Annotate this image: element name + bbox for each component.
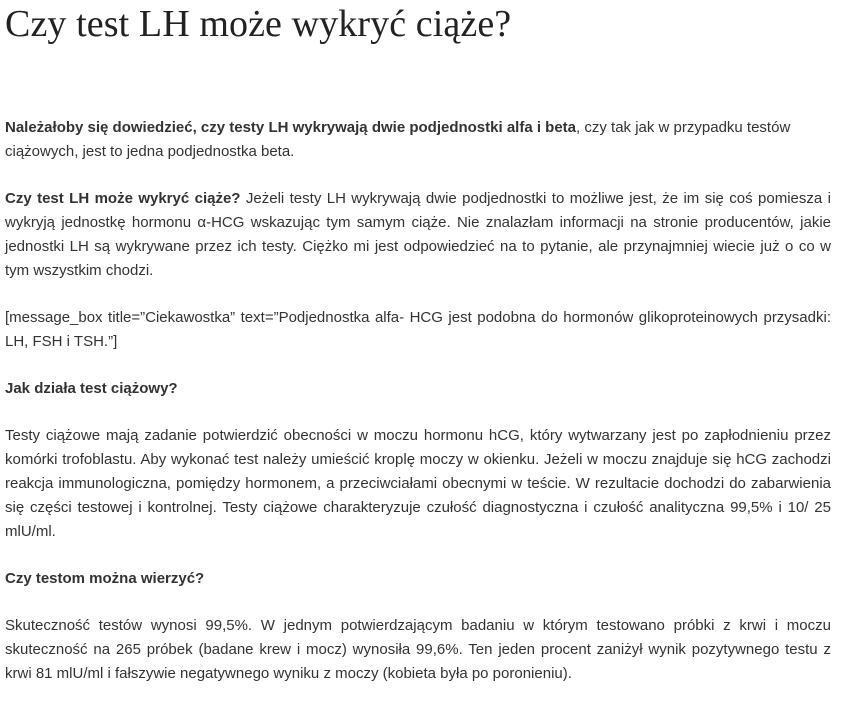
section-heading-how-test-works: Jak działa test ciążowy? (5, 380, 178, 397)
section-heading-trust-tests: Czy testom można wierzyć? (5, 570, 205, 587)
lh-pregnancy-bold-text: Czy test LH może wykryć ciąże? (5, 190, 241, 207)
how-test-works-paragraph: Testy ciążowe mają zadanie potwierdzić obecności w moczu hormonu hCG, który wytwarzany jest po zapłodnieniu przez komórki trofoblastu. Aby wykonać test należy umieścić kroplę moczy w okienku. Jeżeli w moczu znajduje się hCG zachodzi reakcja immunologiczna, pomiędzy hormonem, a przeciwciałami obecnymi w teście. W rezultacie dochodzi do zabarwienia się części testowej i kontrolnej. Testy ciążowe charakteryzuje czułość diagnostyczna i czułość analityczna 99,5% i 10/ 25 mlU/ml. (5, 427, 831, 540)
intro-bold-text: Należałoby się dowiedzieć, czy testy LH wykrywają dwie podjednostki alfa i beta (5, 119, 577, 136)
trust-tests-paragraph: Skuteczność testów wynosi 99,5%. W jednym potwierdzającym badaniu w którym testowano próbki z krwi i moczu skuteczność na 265 próbek (badane krew i mocz) wynosiła 99,6%. Ten jeden procent zaniżył wynik pozytywnego testu z krwi 81 mlU/ml i fałszywie negatywnego wyniku z moczy (kobieta była po poronieniu). (5, 617, 831, 682)
lh-pregnancy-text: Jeżeli testy LH wykrywają dwie podjednostki to możliwe jest, że im się coś pomiesza i wykryją jednostkę hormonu α-HCG wskazując tym samym ciąże. Nie znalazłam informacji na stronie producentów, jakie jednostki LH są wykrywane przez ich testy. Ciężko mi jest odpowiedzieć na to pytanie, ale przynajmniej wiecie już o co w tym wszystkim chodzi. (5, 190, 831, 279)
intro-text: , czy tak jak w przypadku testów ciążowych, jest to jedna podjednostka beta. (5, 119, 791, 160)
lh-pregnancy-paragraph (5, 187, 831, 283)
article-body (5, 116, 831, 709)
intro-paragraph (5, 116, 831, 164)
message-box-shortcode: [message_box title=”Ciekawostka” text=”Podjednostka alfa- HCG jest podobna do hormonów glikoproteinowych przysadki: LH, FSH i TSH.”] (5, 309, 831, 350)
page-title: Czy test LH może wykryć ciąże? (5, 3, 512, 45)
